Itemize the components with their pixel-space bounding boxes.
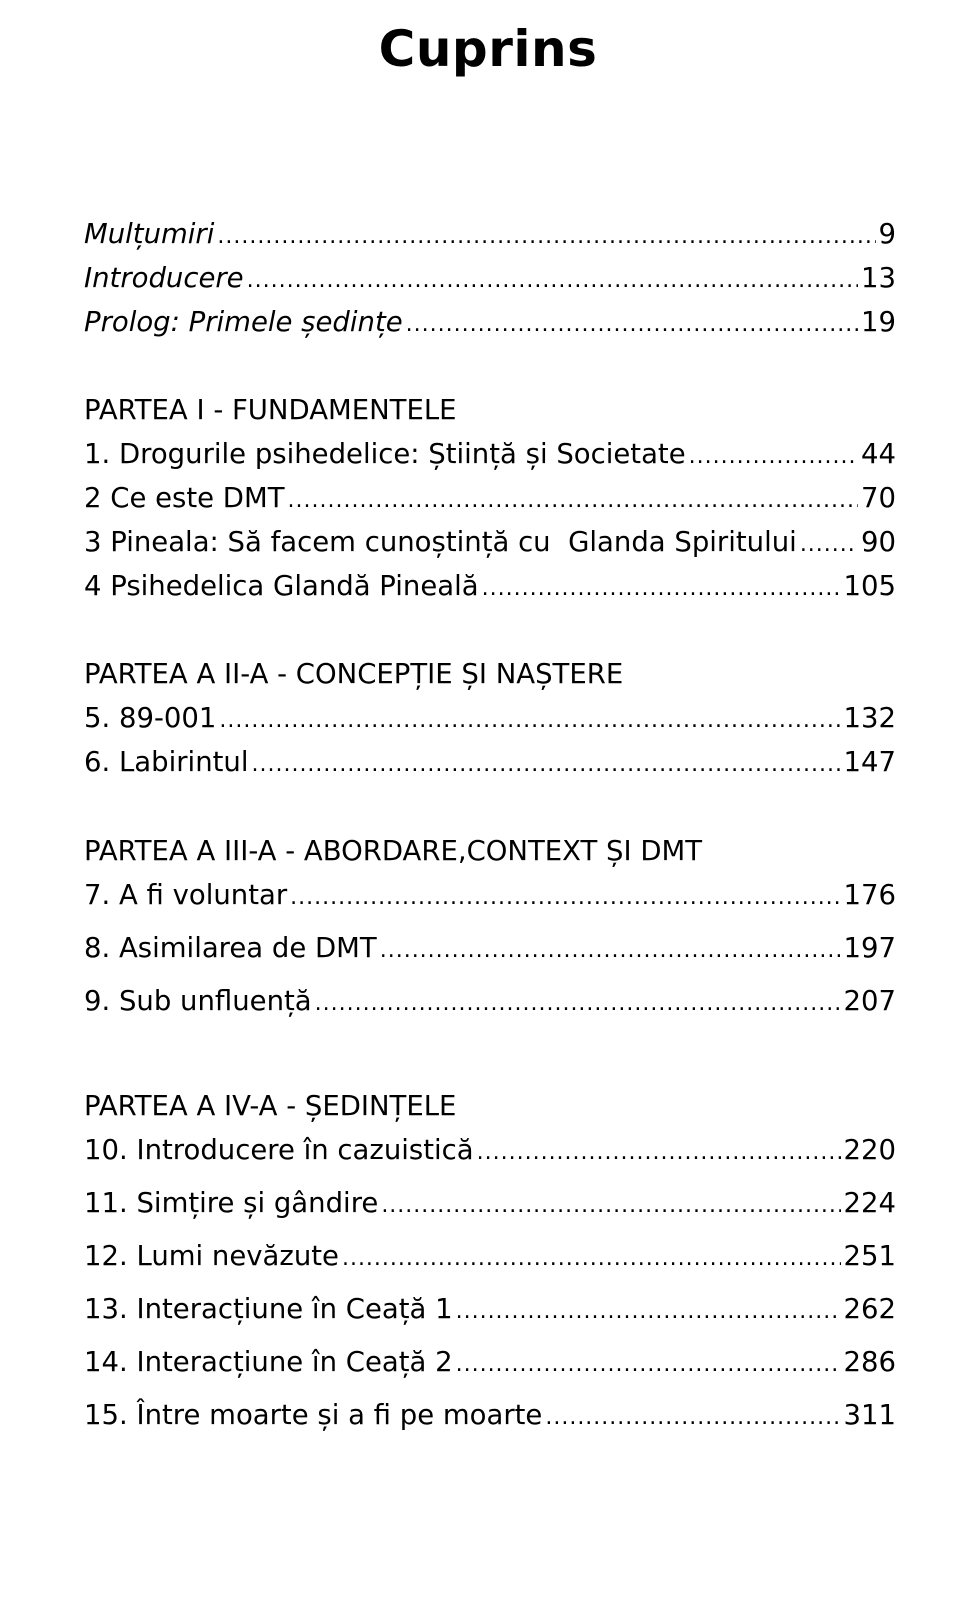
part-heading: PARTEA I - FUNDAMENTELE bbox=[84, 394, 457, 426]
toc-entry bbox=[84, 566, 896, 606]
dot-leader bbox=[342, 1239, 841, 1276]
dot-leader bbox=[545, 1398, 840, 1435]
toc-entry bbox=[84, 698, 896, 738]
toc-entry bbox=[84, 1236, 896, 1276]
toc-entry-label: Prolog: Primele ședințe bbox=[84, 306, 403, 338]
toc-entry-page: 9 bbox=[878, 218, 896, 250]
toc-entry-page: 132 bbox=[843, 702, 896, 734]
toc-entry-label: 8. Asimilarea de DMT bbox=[84, 932, 377, 964]
dot-leader bbox=[800, 525, 858, 562]
toc-entry bbox=[84, 928, 896, 968]
toc-entry-label: 15. Între moarte și a fi pe moarte bbox=[84, 1399, 543, 1431]
toc-entry-label: 2 Ce este DMT bbox=[84, 482, 285, 514]
dot-leader bbox=[381, 1186, 840, 1223]
toc-entry-page: 220 bbox=[843, 1134, 896, 1166]
toc-entry bbox=[84, 1342, 896, 1382]
toc-entry bbox=[84, 1395, 896, 1435]
dot-leader bbox=[219, 701, 840, 738]
toc-entry-page: 224 bbox=[843, 1187, 896, 1219]
dot-leader bbox=[290, 878, 840, 915]
part-heading: PARTEA A III-A - ABORDARE,CONTEXT ȘI DMT bbox=[84, 835, 703, 867]
toc-entry-label: 5. 89-001 bbox=[84, 702, 217, 734]
dot-leader bbox=[456, 1345, 841, 1382]
toc-entry-page: 70 bbox=[861, 482, 896, 514]
dot-leader bbox=[689, 437, 858, 474]
part-heading: PARTEA A IV-A - ȘEDINȚELE bbox=[84, 1090, 457, 1122]
toc-entry-page: 19 bbox=[861, 306, 896, 338]
toc-entry bbox=[84, 302, 896, 342]
toc-entry bbox=[84, 742, 896, 782]
toc-entry-page: 44 bbox=[861, 438, 896, 470]
toc-entry-page: 197 bbox=[843, 932, 896, 964]
dot-leader bbox=[380, 931, 841, 968]
toc-entry-label: 7. A fi voluntar bbox=[84, 879, 288, 911]
toc-entry bbox=[84, 434, 896, 474]
toc-entry-page: 105 bbox=[843, 570, 896, 602]
toc-entry bbox=[84, 981, 896, 1021]
toc-entry-label: 6. Labirintul bbox=[84, 746, 249, 778]
toc-entry-page: 262 bbox=[843, 1293, 896, 1325]
toc-entry-label: 12. Lumi nevăzute bbox=[84, 1240, 339, 1272]
dot-leader bbox=[251, 745, 840, 782]
toc-entry-label: 1. Drogurile psihedelice: Știință și Societate bbox=[84, 438, 686, 470]
toc-entry bbox=[84, 1130, 896, 1170]
dot-leader bbox=[477, 1133, 841, 1170]
dot-leader bbox=[217, 217, 875, 254]
dot-leader bbox=[406, 305, 858, 342]
toc-entry-page: 311 bbox=[843, 1399, 896, 1431]
toc-entry bbox=[84, 875, 896, 915]
toc-entry-label: 14. Interacțiune în Ceață 2 bbox=[84, 1346, 453, 1378]
toc-entry-label: 10. Introducere în cazuistică bbox=[84, 1134, 474, 1166]
toc-entry-page: 207 bbox=[843, 985, 896, 1017]
dot-leader bbox=[456, 1292, 841, 1329]
toc-entry-page: 286 bbox=[843, 1346, 896, 1378]
toc-entry-label: 3 Pineala: Să facem cunoștință cu Glanda Spiritului bbox=[84, 526, 797, 558]
toc-entry-page: 90 bbox=[861, 526, 896, 558]
toc-entry bbox=[84, 478, 896, 518]
page-title: Cuprins bbox=[378, 20, 598, 78]
toc-entry bbox=[84, 1289, 896, 1329]
toc-entry-page: 251 bbox=[843, 1240, 896, 1272]
toc-entry-label: 11. Simțire și gândire bbox=[84, 1187, 379, 1219]
dot-leader bbox=[288, 481, 859, 518]
toc-entry bbox=[84, 214, 896, 254]
toc-entry-label: Mulțumiri bbox=[84, 218, 215, 250]
toc-entry-label: 9. Sub unfluență bbox=[84, 985, 312, 1017]
toc-entry-label: 13. Interacțiune în Ceață 1 bbox=[84, 1293, 453, 1325]
toc-entry-page: 176 bbox=[843, 879, 896, 911]
toc-entry-page: 13 bbox=[861, 262, 896, 294]
part-heading: PARTEA A II-A - CONCEPȚIE ȘI NAȘTERE bbox=[84, 658, 624, 690]
toc-entry-label: 4 Psihedelica Glandă Pineală bbox=[84, 570, 479, 602]
toc-entry bbox=[84, 1183, 896, 1223]
toc-entry-page: 147 bbox=[843, 746, 896, 778]
dot-leader bbox=[482, 569, 841, 606]
dot-leader bbox=[315, 984, 841, 1021]
toc-entry bbox=[84, 522, 896, 562]
dot-leader bbox=[247, 261, 858, 298]
toc-entry-label: Introducere bbox=[84, 262, 244, 294]
toc-entry bbox=[84, 258, 896, 298]
